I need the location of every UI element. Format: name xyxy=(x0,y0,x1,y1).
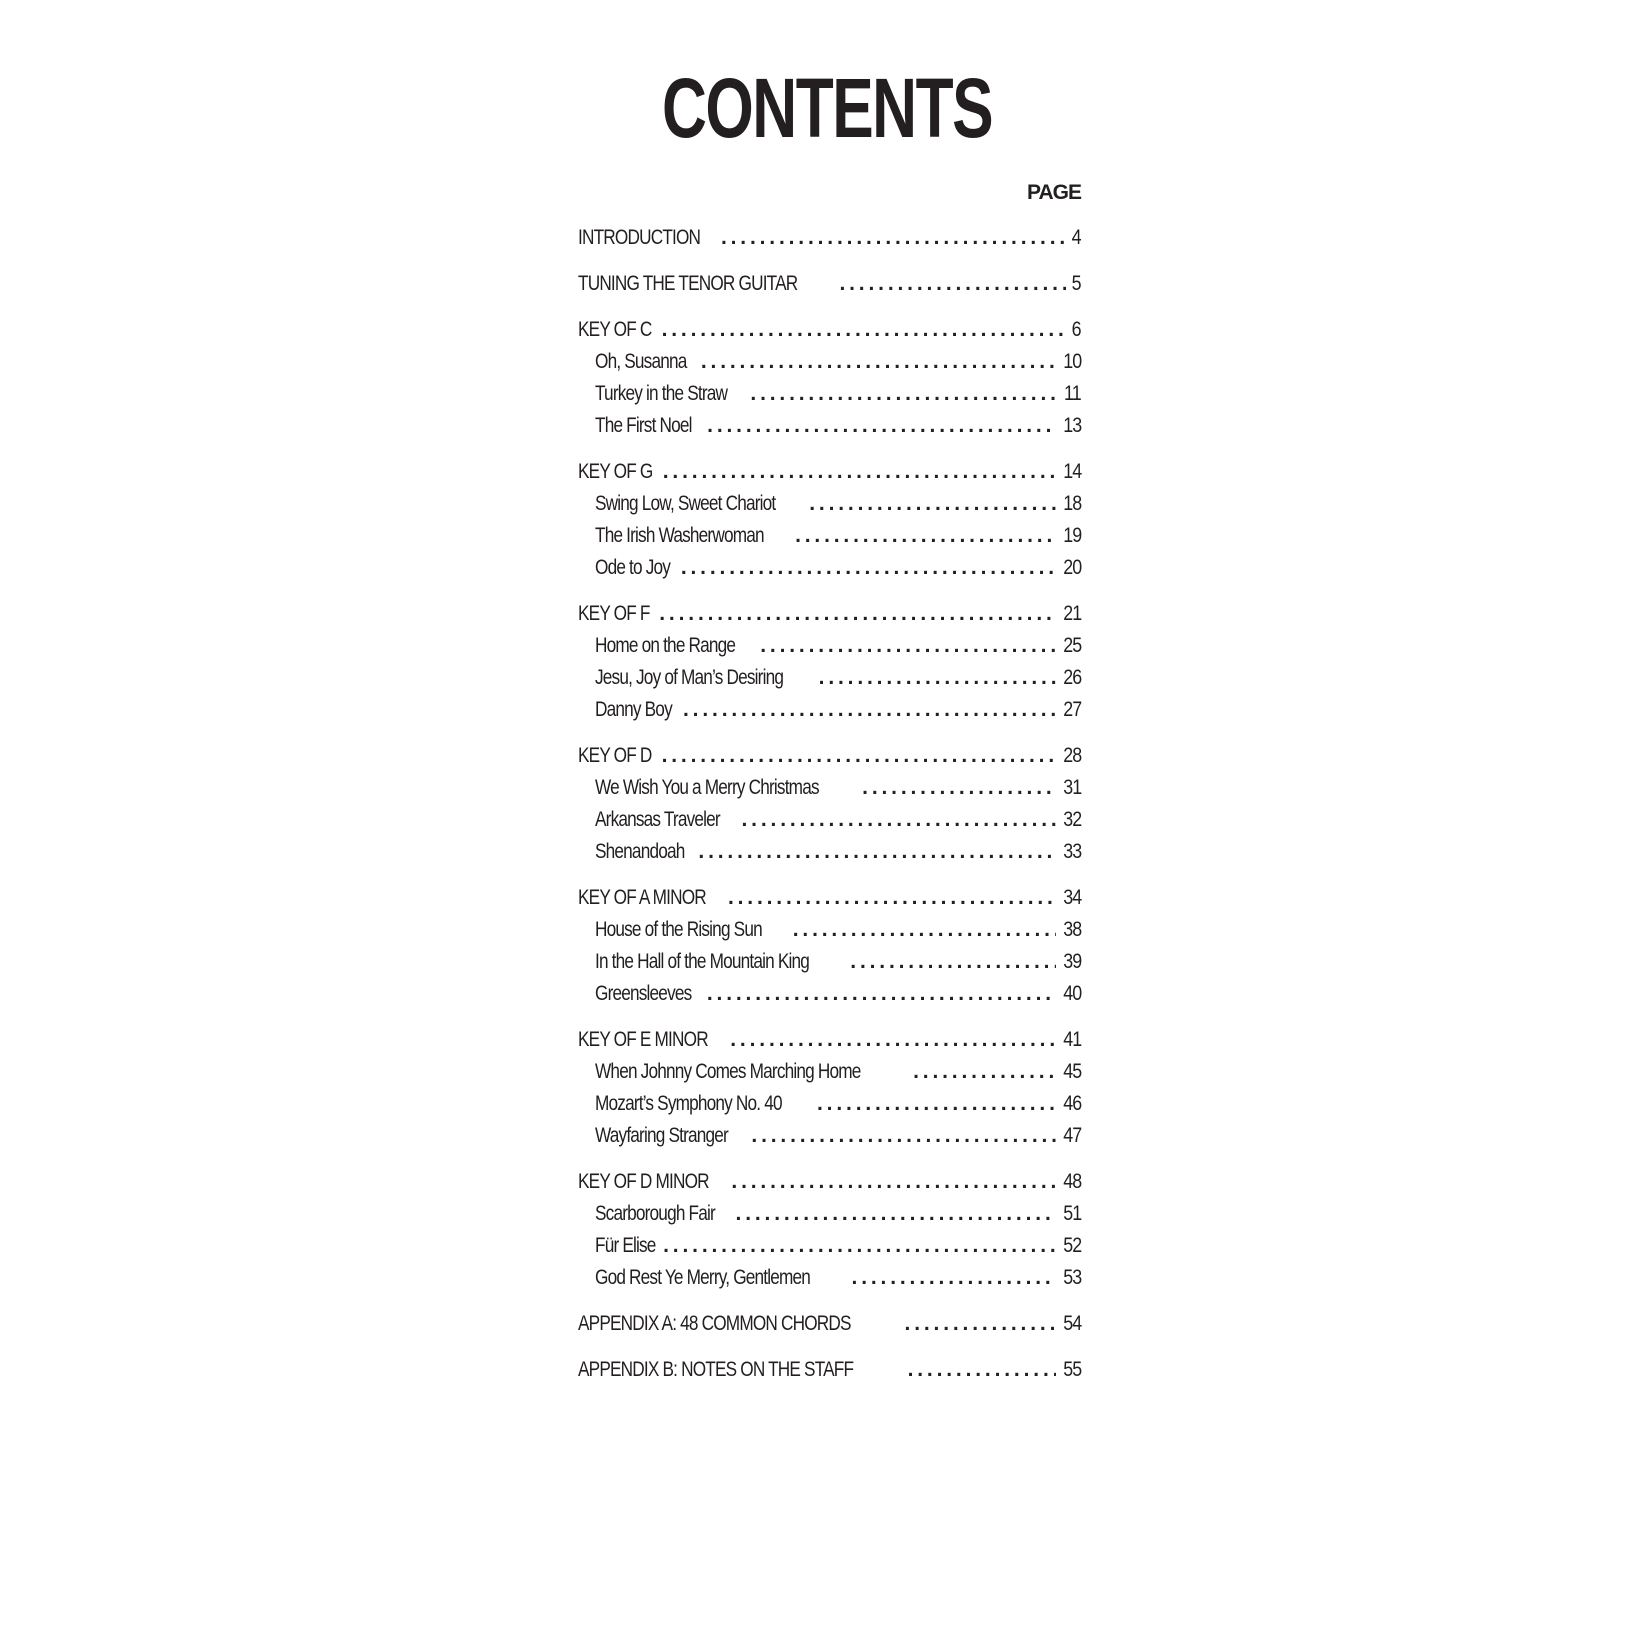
page-column-header: PAGE xyxy=(1027,181,1081,204)
toc-entry-page: 47 xyxy=(1062,1124,1081,1147)
toc-entry-page: 52 xyxy=(1062,1234,1081,1257)
dot-leader xyxy=(908,1354,1056,1386)
toc-entry-title: Shenandoah xyxy=(595,840,685,863)
dot-leader xyxy=(742,804,1056,836)
toc-entry-page: 26 xyxy=(1062,666,1081,689)
toc-section-row[interactable] xyxy=(578,1166,1081,1198)
toc-item-row[interactable] xyxy=(578,1120,1081,1152)
toc-entry-title: Home on the Range xyxy=(595,634,736,657)
toc-entry-page: 28 xyxy=(1062,744,1081,767)
toc-section xyxy=(578,268,1081,300)
toc-item-row[interactable] xyxy=(578,836,1081,868)
toc-item-row[interactable] xyxy=(578,1056,1081,1088)
toc-section xyxy=(578,1354,1081,1386)
dot-leader xyxy=(817,1088,1056,1120)
toc-entry-page: 5 xyxy=(1071,272,1081,295)
toc-entry-title: INTRODUCTION xyxy=(578,226,701,249)
toc-entry-page: 25 xyxy=(1062,634,1081,657)
toc-section-row[interactable] xyxy=(578,268,1081,300)
toc-entry-page: 41 xyxy=(1062,1028,1081,1051)
dot-leader xyxy=(728,882,1056,914)
toc-entry-title: God Rest Ye Merry, Gentlemen xyxy=(595,1266,811,1289)
toc-entry-title: When Johnny Comes Marching Home xyxy=(595,1060,861,1083)
toc-section xyxy=(578,1024,1081,1152)
toc-section-row[interactable] xyxy=(578,740,1081,772)
toc-entry-page: 33 xyxy=(1062,840,1081,863)
toc-entry-title: Danny Boy xyxy=(595,698,672,721)
toc-item-row[interactable] xyxy=(578,552,1081,584)
toc-entry-page: 31 xyxy=(1062,776,1081,799)
dot-leader xyxy=(809,488,1055,520)
toc-section-row[interactable] xyxy=(578,456,1081,488)
toc-entry-title: Wayfaring Stranger xyxy=(595,1124,728,1147)
toc-sections xyxy=(578,222,1081,1386)
toc-entry-title: Arkansas Traveler xyxy=(595,808,720,831)
dot-leader xyxy=(750,378,1057,410)
toc-item-row[interactable] xyxy=(578,804,1081,836)
toc-entry-title: KEY OF C xyxy=(578,318,652,341)
dot-leader xyxy=(731,1166,1055,1198)
toc-item-row[interactable] xyxy=(578,662,1081,694)
toc-entry-title: KEY OF D MINOR xyxy=(578,1170,709,1193)
toc-item-row[interactable] xyxy=(578,630,1081,662)
toc-entry-page: 51 xyxy=(1062,1202,1081,1225)
toc-entry-title: We Wish You a Merry Christmas xyxy=(595,776,819,799)
dot-leader xyxy=(681,552,1056,584)
toc-entry-page: 14 xyxy=(1062,460,1081,483)
toc-entry-page: 34 xyxy=(1062,886,1081,909)
toc-item-row[interactable] xyxy=(578,1088,1081,1120)
toc-entry-title: Mozart’s Symphony No. 40 xyxy=(595,1092,782,1115)
toc-entry-title: Turkey in the Straw xyxy=(595,382,728,405)
toc-item-row[interactable] xyxy=(578,1230,1081,1262)
toc-entry-page: 21 xyxy=(1062,602,1081,625)
dot-leader xyxy=(698,836,1055,868)
toc-entry-title: Oh, Susanna xyxy=(595,350,687,373)
toc-entry-page: 40 xyxy=(1062,982,1081,1005)
toc-section-row[interactable] xyxy=(578,222,1081,254)
toc-section xyxy=(578,456,1081,584)
toc-entry-page: 55 xyxy=(1062,1358,1081,1381)
dot-leader xyxy=(852,1262,1056,1294)
toc-entry-title: The Irish Washerwoman xyxy=(595,524,764,547)
toc-entry-title: House of the Rising Sun xyxy=(595,918,762,941)
toc-item-row[interactable] xyxy=(578,378,1081,410)
toc-item-row[interactable] xyxy=(578,946,1081,978)
toc-section-row[interactable] xyxy=(578,1308,1081,1340)
toc-entry-page: 48 xyxy=(1062,1170,1081,1193)
toc-item-row[interactable] xyxy=(578,694,1081,726)
toc-section-row[interactable] xyxy=(578,1354,1081,1386)
dot-leader xyxy=(850,946,1055,978)
toc-section xyxy=(578,222,1081,254)
toc-item-row[interactable] xyxy=(578,772,1081,804)
toc-entry-page: 39 xyxy=(1062,950,1081,973)
toc-entry-page: 19 xyxy=(1062,524,1081,547)
toc-section-row[interactable] xyxy=(578,598,1081,630)
toc-section-row[interactable] xyxy=(578,1024,1081,1056)
dot-leader xyxy=(793,914,1056,946)
toc-item-row[interactable] xyxy=(578,1198,1081,1230)
dot-leader xyxy=(905,1308,1056,1340)
dot-leader xyxy=(663,456,1056,488)
dot-leader xyxy=(751,1120,1055,1152)
toc-entry-page: 45 xyxy=(1062,1060,1081,1083)
dot-leader xyxy=(662,740,1056,772)
toc-entry-title: APPENDIX A: 48 COMMON CHORDS xyxy=(578,1312,851,1335)
dot-leader xyxy=(736,1198,1056,1230)
dot-leader xyxy=(839,268,1066,300)
toc-entry-title: APPENDIX B: NOTES ON THE STAFF xyxy=(578,1358,854,1381)
toc-section xyxy=(578,1166,1081,1294)
dot-leader xyxy=(730,1024,1055,1056)
toc-entry-title: Swing Low, Sweet Chariot xyxy=(595,492,776,515)
toc-entry-title: Scarborough Fair xyxy=(595,1202,715,1225)
toc-entry-page: 53 xyxy=(1062,1266,1081,1289)
toc-entry-title: KEY OF G xyxy=(578,460,653,483)
toc-entry-title: KEY OF F xyxy=(578,602,650,625)
dot-leader xyxy=(862,772,1055,804)
toc-entry-title: The First Noel xyxy=(595,414,692,437)
toc-entry-title: Für Elise xyxy=(595,1234,656,1257)
toc-entry-title: KEY OF E MINOR xyxy=(578,1028,708,1051)
dot-leader xyxy=(701,346,1056,378)
dot-leader xyxy=(707,410,1055,442)
dot-leader xyxy=(662,314,1067,346)
dot-leader xyxy=(819,662,1056,694)
toc-entry-title: TUNING THE TENOR GUITAR xyxy=(578,272,798,295)
toc-item-row[interactable] xyxy=(578,346,1081,378)
toc-entry-page: 11 xyxy=(1064,382,1081,405)
toc-entry-page: 18 xyxy=(1062,492,1081,515)
toc-entry-page: 27 xyxy=(1062,698,1081,721)
toc-entry-page: 20 xyxy=(1062,556,1081,579)
toc-item-row[interactable] xyxy=(578,914,1081,946)
toc-section xyxy=(578,598,1081,726)
dot-leader xyxy=(913,1056,1056,1088)
dot-leader xyxy=(683,694,1056,726)
toc-section-row[interactable] xyxy=(578,882,1081,914)
toc-section xyxy=(578,1308,1081,1340)
toc-section-row[interactable] xyxy=(578,314,1081,346)
dot-leader xyxy=(659,598,1055,630)
toc-entry-title: Greensleeves xyxy=(595,982,692,1005)
toc-entry-title: In the Hall of the Mountain King xyxy=(595,950,810,973)
dot-leader xyxy=(721,222,1066,254)
dot-leader xyxy=(795,520,1056,552)
toc-entry-page: 46 xyxy=(1062,1092,1081,1115)
toc-section xyxy=(578,882,1081,1010)
toc-entry-title: Ode to Joy xyxy=(595,556,671,579)
toc-section xyxy=(578,740,1081,868)
dot-leader xyxy=(760,630,1055,662)
toc-item-row[interactable] xyxy=(578,410,1081,442)
toc-entry-page: 10 xyxy=(1062,350,1081,373)
toc-entry-title: Jesu, Joy of Man’s Desiring xyxy=(595,666,784,689)
table-of-contents xyxy=(578,178,1081,1386)
page-title: CONTENTS xyxy=(662,61,993,155)
toc-entry-page: 32 xyxy=(1062,808,1081,831)
toc-item-row[interactable] xyxy=(578,488,1081,520)
toc-item-row[interactable] xyxy=(578,1262,1081,1294)
dot-leader xyxy=(707,978,1056,1010)
toc-entry-page: 38 xyxy=(1062,918,1081,941)
toc-entry-title: KEY OF D xyxy=(578,744,652,767)
toc-item-row[interactable] xyxy=(578,978,1081,1010)
toc-entry-page: 54 xyxy=(1062,1312,1081,1335)
toc-section xyxy=(578,314,1081,442)
dot-leader xyxy=(663,1230,1056,1262)
toc-entry-page: 13 xyxy=(1062,414,1081,437)
toc-entry-page: 6 xyxy=(1071,318,1081,341)
toc-entry-title: KEY OF A MINOR xyxy=(578,886,706,909)
toc-entry-page: 4 xyxy=(1071,226,1081,249)
toc-item-row[interactable] xyxy=(578,520,1081,552)
